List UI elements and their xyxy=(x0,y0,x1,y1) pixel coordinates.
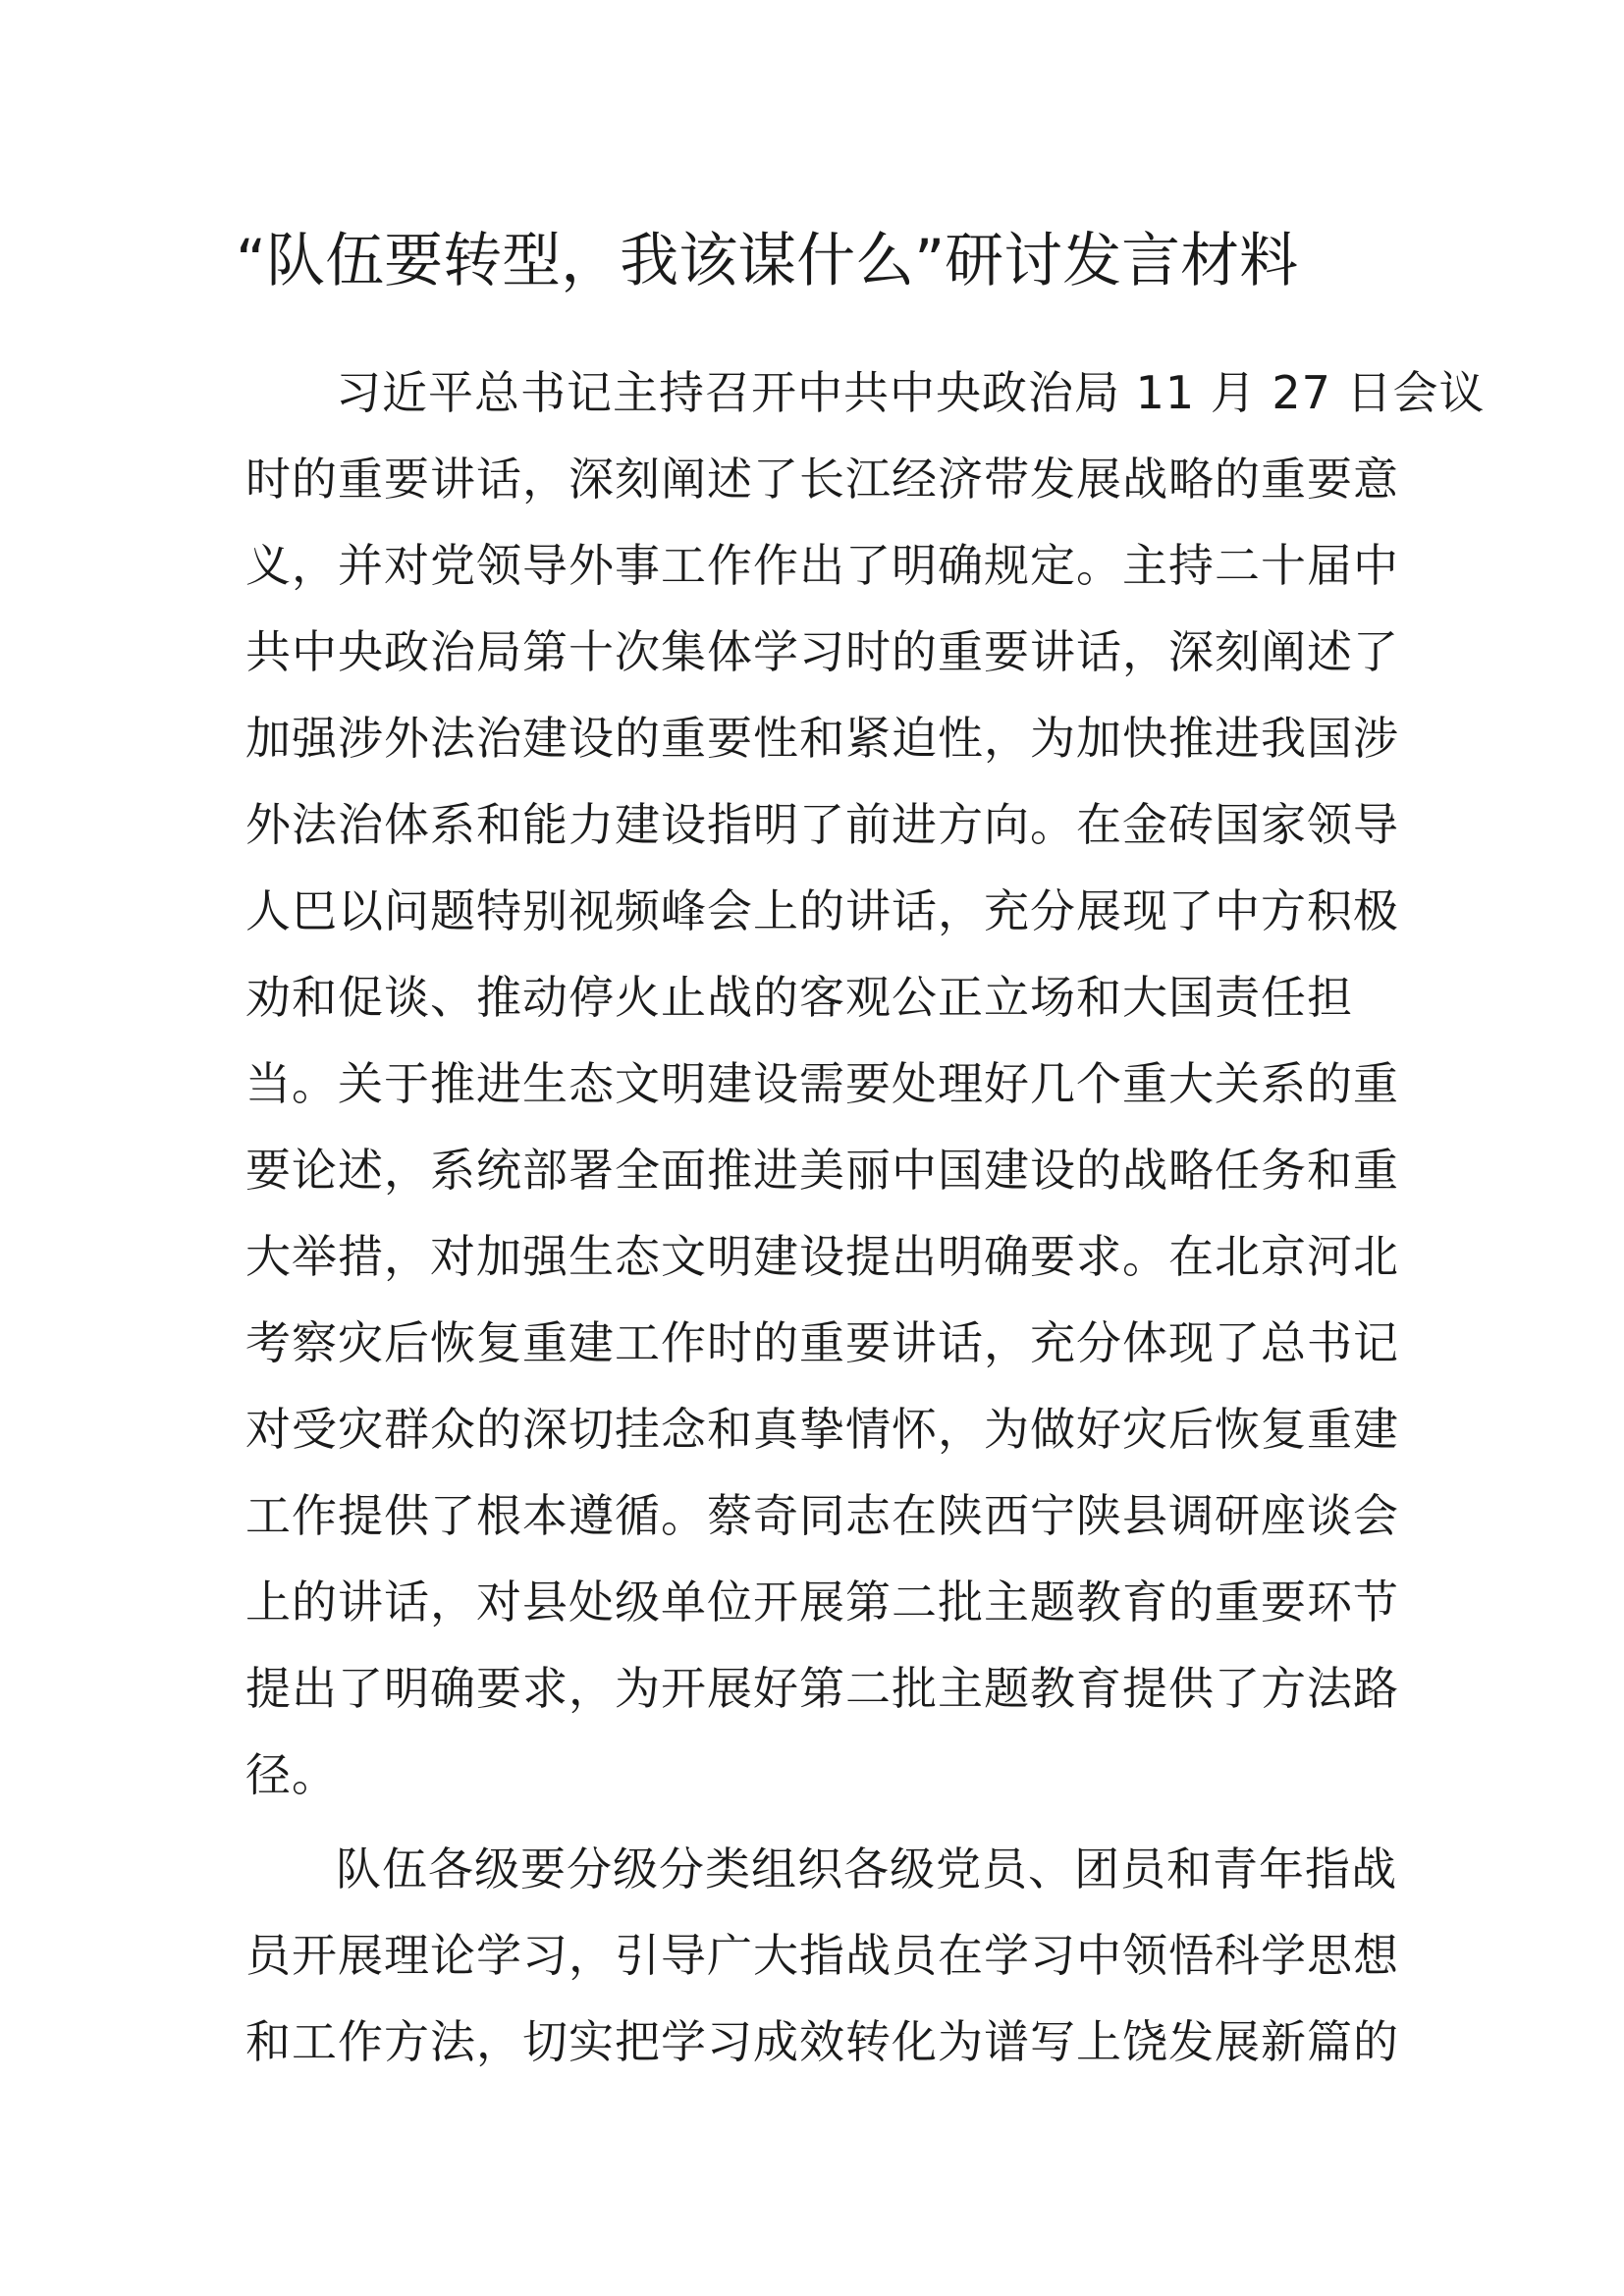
text-line: 义，并对党领导外事工作作出了明确规定。主持二十届中 xyxy=(245,539,1399,592)
text-line: 考察灾后恢复重建工作时的重要讲话，充分体现了总书记 xyxy=(245,1316,1399,1369)
text-line: 大举措，对加强生态文明建设提出明确要求。在北京河北 xyxy=(245,1230,1399,1283)
text-line: 工作提供了根本遵循。蔡奇同志在陕西宁陕县调研座谈会 xyxy=(245,1489,1399,1542)
text-line: 习近平总书记主持召开中共中央政治局 11 月 27 日会议 xyxy=(336,366,1486,419)
text-line: 和工作方法，切实把学习成效转化为谱写上饶发展新篇的 xyxy=(245,2015,1399,2068)
document-title: “队伍要转型，我该谋什么”研讨发言材料 xyxy=(236,227,1299,295)
text-line: 对受灾群众的深切挂念和真挚情怀，为做好灾后恢复重建 xyxy=(245,1403,1399,1456)
paragraph xyxy=(245,1826,1399,2085)
text-line: 外法治体系和能力建设指明了前进方向。在金砖国家领导 xyxy=(245,798,1399,851)
paragraph xyxy=(245,349,1486,1818)
text-line: 要论述，系统部署全面推进美丽中国建设的战略任务和重 xyxy=(245,1144,1399,1197)
text-line: 人巴以问题特别视频峰会上的讲话，充分展现了中方积极 xyxy=(245,884,1399,937)
text-line: 当。关于推进生态文明建设需要处理好几个重大关系的重 xyxy=(245,1057,1399,1110)
text-line: 加强涉外法治建设的重要性和紧迫性，为加快推进我国涉 xyxy=(245,712,1399,765)
text-line: 上的讲话，对县处级单位开展第二批主题教育的重要环节 xyxy=(245,1575,1399,1629)
text-line: 提出了明确要求，为开展好第二批主题教育提供了方法路 xyxy=(245,1662,1399,1715)
text-line: 员开展理论学习，引导广大指战员在学习中领悟科学思想 xyxy=(245,1929,1399,1982)
text-line: 时的重要讲话，深刻阐述了长江经济带发展战略的重要意 xyxy=(245,453,1399,506)
text-line: 队伍各级要分级分类组织各级党员、团员和青年指战 xyxy=(336,1842,1397,1896)
text-line: 劝和促谈、推动停火止战的客观公正立场和大国责任担 xyxy=(245,971,1353,1024)
document-body xyxy=(245,349,1486,2085)
text-line: 径。 xyxy=(245,1748,338,1801)
text-line: 共中央政治局第十次集体学习时的重要讲话，深刻阐述了 xyxy=(245,625,1399,678)
